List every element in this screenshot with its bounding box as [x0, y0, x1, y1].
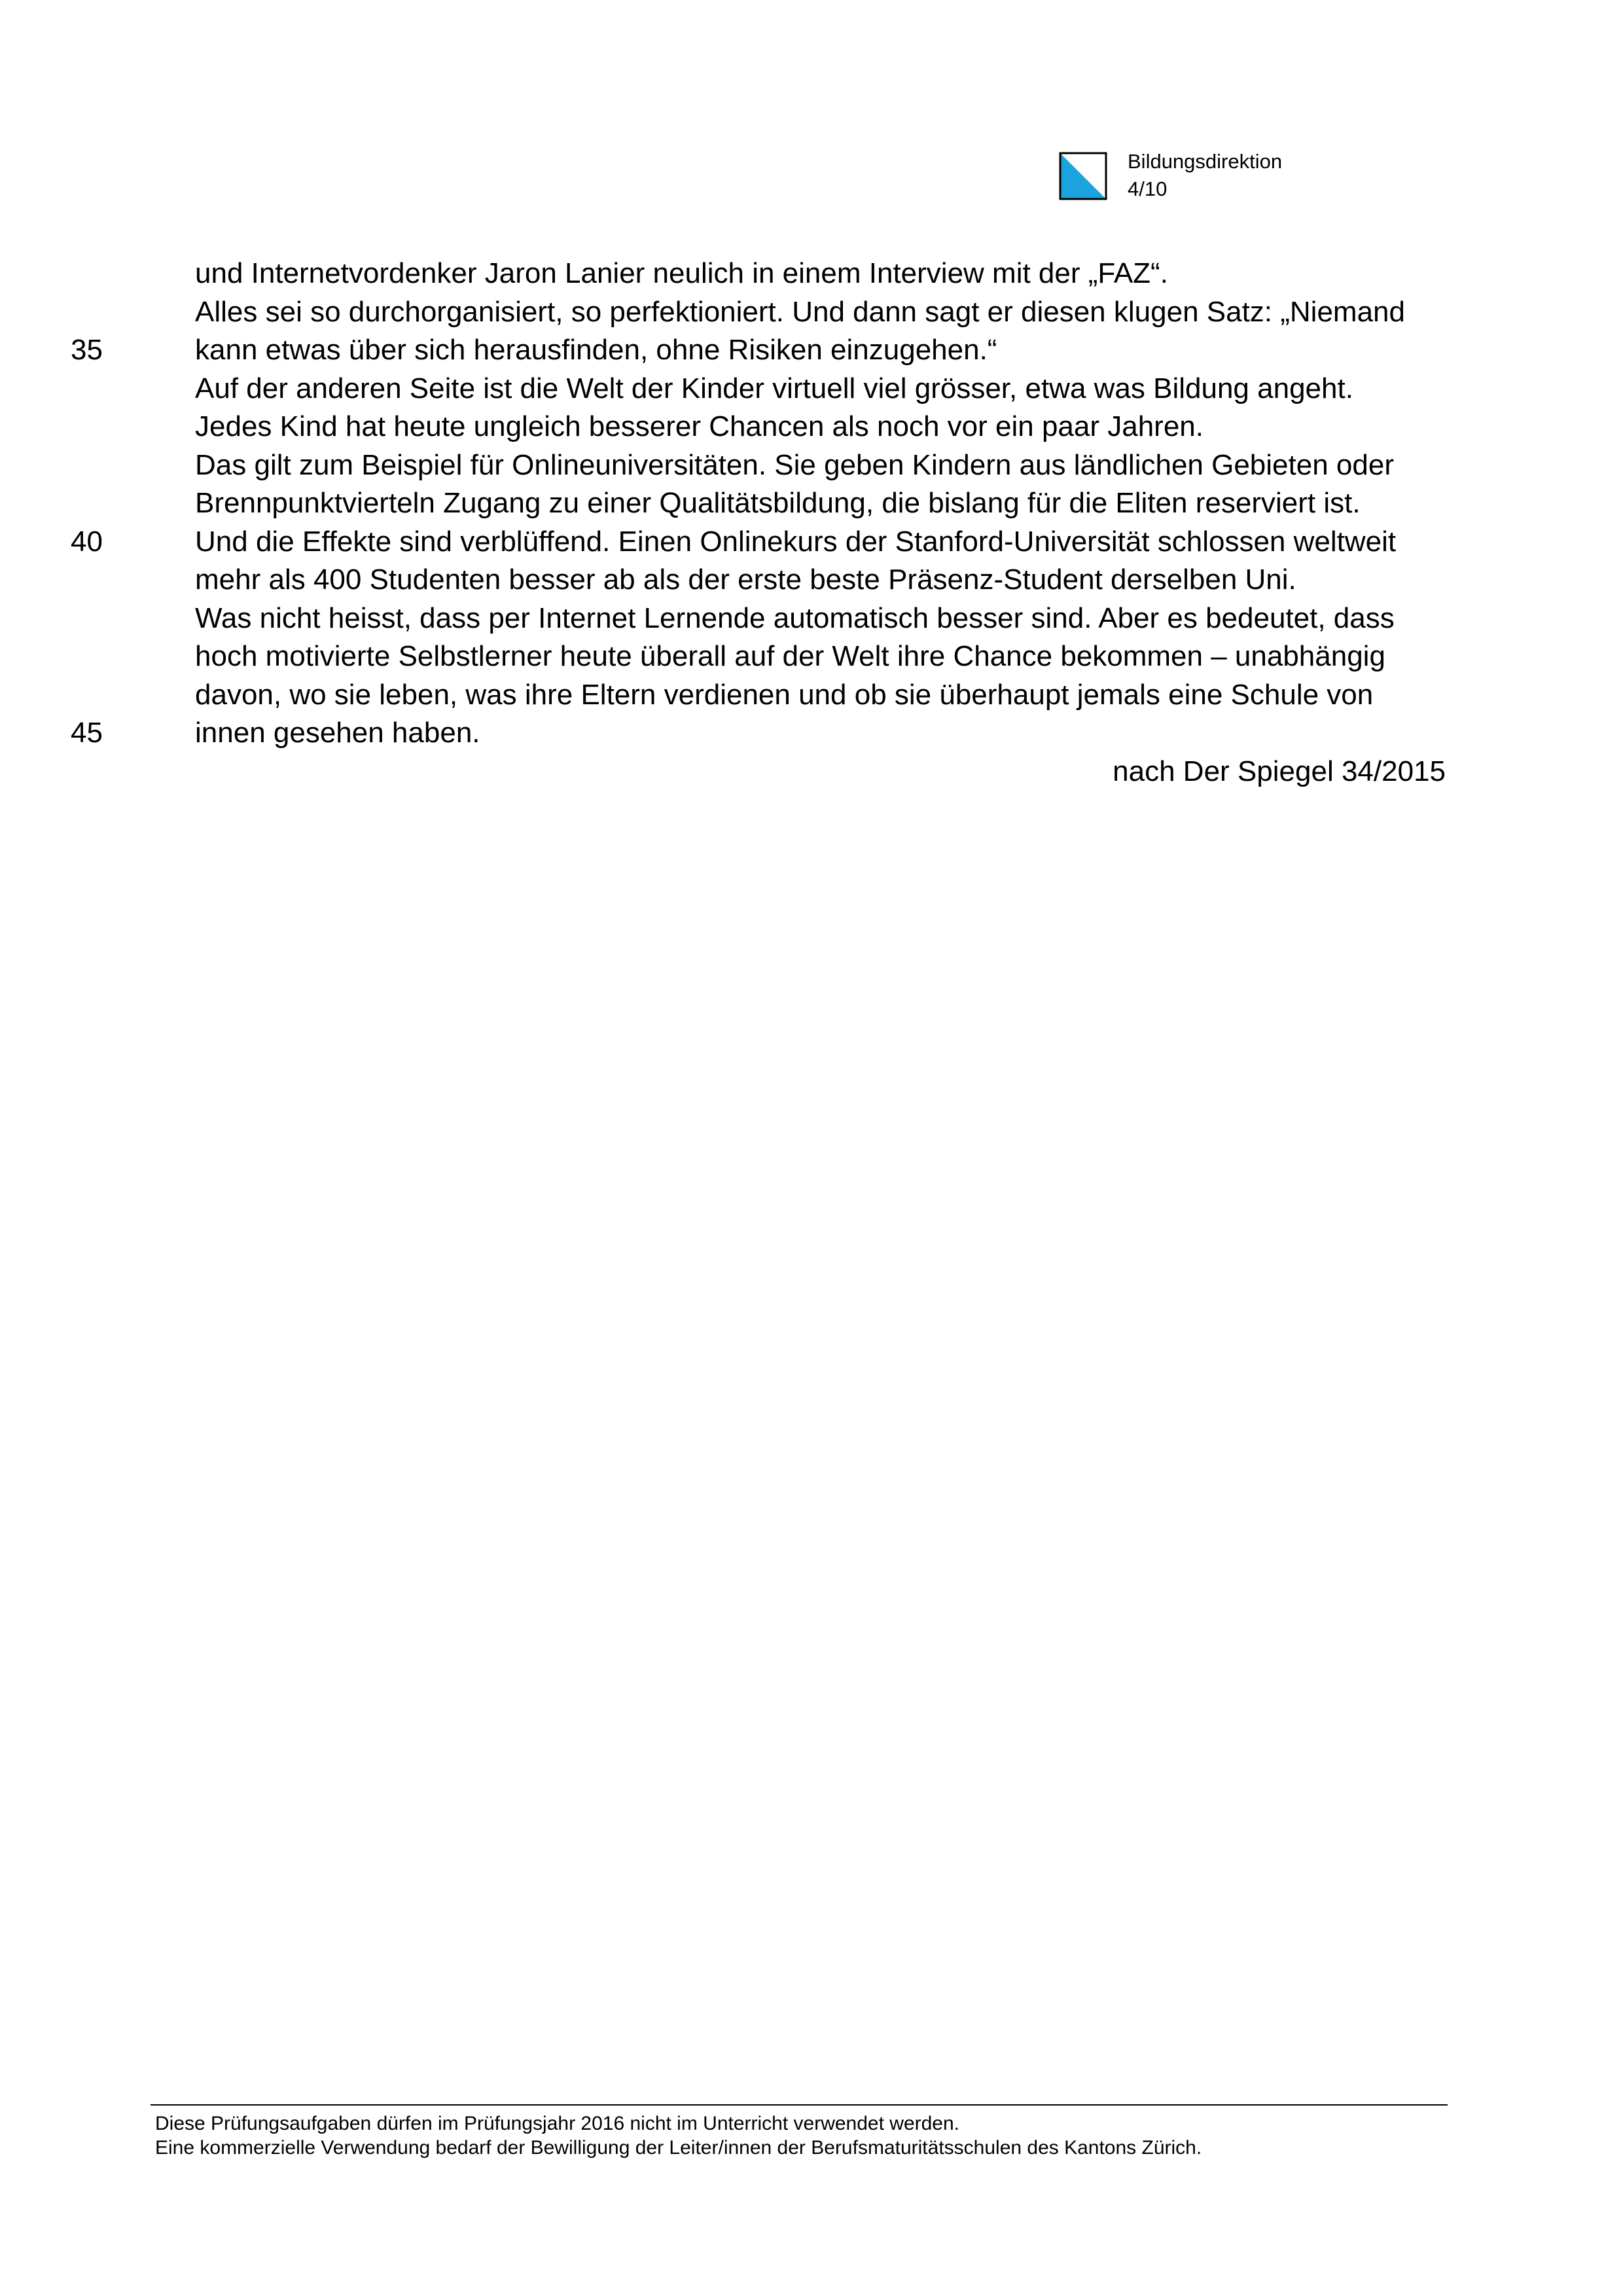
department-name: Bildungsdirektion — [1128, 150, 1283, 173]
line-text: Jedes Kind hat heute ungleich besserer Chancen als noch vor ein paar Jahren. — [195, 410, 1204, 442]
text-line — [0, 714, 1623, 753]
text-line — [0, 600, 1623, 638]
line-text: und Internetvordenker Jaron Lanier neulich in einem Interview mit der „FAZ“. — [195, 257, 1168, 289]
line-number: 40 — [71, 525, 103, 558]
footer-notice-line-2: Eine kommerzielle Verwendung bedarf der Bewilligung der Leiter/innen der Berufsmaturitätsschulen des Kantons Zürich. — [155, 2137, 1202, 2159]
canton-zurich-shield-icon — [1059, 152, 1107, 200]
text-line — [0, 370, 1623, 408]
text-line — [0, 255, 1623, 293]
text-line — [0, 446, 1623, 485]
line-text: mehr als 400 Studenten besser ab als der erste beste Präsenz-Student derselben Uni. — [195, 564, 1296, 596]
page-number: 4/10 — [1128, 177, 1168, 200]
text-line — [0, 637, 1623, 676]
line-number: 45 — [71, 717, 103, 749]
line-text: Das gilt zum Beispiel für Onlineuniversitäten. Sie geben Kindern aus ländlichen Gebieten oder — [195, 448, 1394, 481]
header-info — [1128, 148, 1282, 203]
article-source: nach Der Spiegel 34/2015 — [1113, 755, 1446, 787]
line-text: Was nicht heisst, dass per Internet Lernende automatisch besser sind. Aber es bedeutet, dass — [195, 601, 1395, 634]
line-text: davon, wo sie leben, was ihre Eltern verdienen und ob sie überhaupt jemals eine Schule von — [195, 678, 1374, 711]
article-text — [0, 255, 1623, 753]
line-text: Und die Effekte sind verblüffend. Einen Onlinekurs der Stanford-Universität schlossen weltweit — [195, 525, 1397, 558]
text-line — [0, 676, 1623, 715]
line-text: Brennpunktvierteln Zugang zu einer Qualitätsbildung, die bislang für die Eliten reserviert ist. — [195, 487, 1361, 519]
text-line — [0, 293, 1623, 332]
line-text: kann etwas über sich herausfinden, ohne Risiken einzugehen.“ — [195, 334, 997, 366]
text-line — [0, 523, 1623, 562]
footer-divider — [151, 2104, 1448, 2106]
line-text: Alles sei so durchorganisiert, so perfektioniert. Und dann sagt er diesen klugen Satz: „Niemand — [195, 295, 1405, 328]
footer — [155, 2111, 1202, 2160]
line-text: innen gesehen haben. — [195, 717, 480, 749]
line-text: hoch motivierte Selbstlerner heute überall auf der Welt ihre Chance bekommen – unabhängig — [195, 640, 1385, 672]
text-line — [0, 484, 1623, 523]
text-line — [0, 408, 1623, 446]
logo-graphic — [1059, 152, 1107, 200]
line-number: 35 — [71, 334, 103, 366]
text-line — [0, 331, 1623, 370]
footer-notice-line-1: Diese Prüfungsaufgaben dürfen im Prüfungsjahr 2016 nicht im Unterricht verwendet werden. — [155, 2113, 960, 2134]
line-text: Auf der anderen Seite ist die Welt der Kinder virtuell viel grösser, etwa was Bildung angeht. — [195, 372, 1353, 404]
text-line — [0, 561, 1623, 600]
